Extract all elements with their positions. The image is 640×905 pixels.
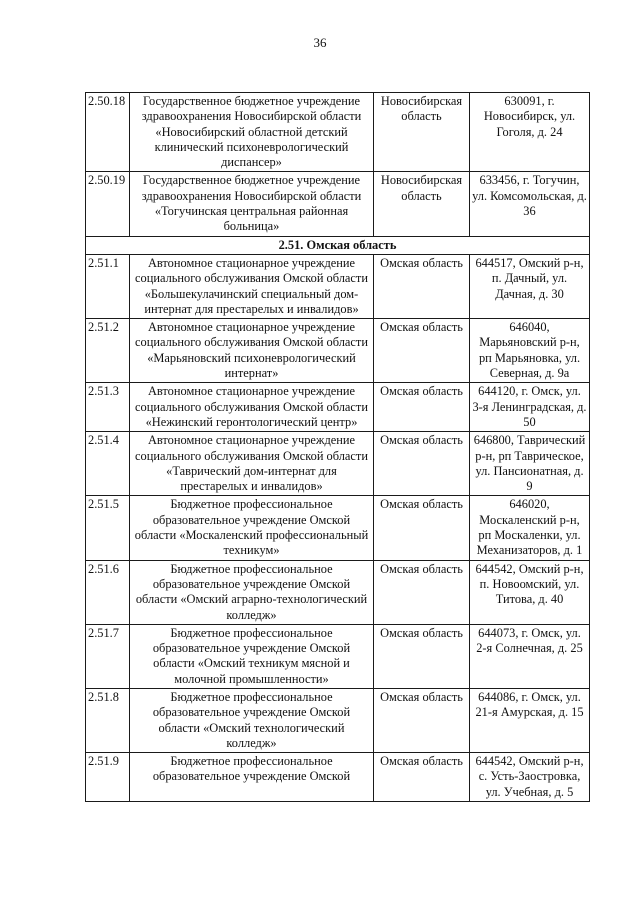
- address: 644542, Омский р-н, п. Новоомский, ул. Титова, д. 40: [470, 560, 590, 624]
- region: Омская область: [374, 688, 470, 752]
- region: Новосибирская область: [374, 93, 470, 172]
- region: Омская область: [374, 753, 470, 802]
- row-number: 2.51.8: [86, 688, 130, 752]
- row-number: 2.51.9: [86, 753, 130, 802]
- address: 633456, г. Тогучин, ул. Комсомольская, д. 36: [470, 172, 590, 236]
- row-number: 2.51.2: [86, 319, 130, 383]
- institution-name: Автономное стационарное учреждение социального обслуживания Омской области «Нежинский геронтологический центр»: [130, 383, 374, 432]
- address: 644086, г. Омск, ул. 21-я Амурская, д. 15: [470, 688, 590, 752]
- address: 644517, Омский р-н, п. Дачный, ул. Дачная, д. 30: [470, 254, 590, 318]
- row-number: 2.51.3: [86, 383, 130, 432]
- table-row: [86, 496, 590, 560]
- row-number: 2.51.1: [86, 254, 130, 318]
- institution-name: Автономное стационарное учреждение социального обслуживания Омской области «Большекулачинский специальный дом-интернат для престарелых и инвалидов»: [130, 254, 374, 318]
- section-title: 2.51. Омская область: [86, 236, 590, 254]
- institution-name: Бюджетное профессиональное образовательное учреждение Омской: [130, 753, 374, 802]
- table-row: [86, 93, 590, 172]
- address: 644542, Омский р-н, с. Усть-Заостровка, ул. Учебная, д. 5: [470, 753, 590, 802]
- institution-name: Государственное бюджетное учреждение здравоохранения Новосибирской области «Тогучинская центральная районная больница»: [130, 172, 374, 236]
- row-number: 2.50.18: [86, 93, 130, 172]
- table-row: [86, 254, 590, 318]
- region: Омская область: [374, 560, 470, 624]
- table-row: [86, 688, 590, 752]
- address: 646800, Таврический р-н, рп Таврическое, ул. Пансионатная, д. 9: [470, 432, 590, 496]
- table-row: [86, 432, 590, 496]
- address: 646020, Москаленский р-н, рп Москаленки, ул. Механизаторов, д. 1: [470, 496, 590, 560]
- row-number: 2.50.19: [86, 172, 130, 236]
- row-number: 2.51.6: [86, 560, 130, 624]
- row-number: 2.51.4: [86, 432, 130, 496]
- address: 646040, Марьяновский р-н, рп Марьяновка, ул. Северная, д. 9а: [470, 319, 590, 383]
- region: Омская область: [374, 383, 470, 432]
- institution-name: Бюджетное профессиональное образовательное учреждение Омской области «Москаленский профессиональный техникум»: [130, 496, 374, 560]
- institution-name: Государственное бюджетное учреждение здравоохранения Новосибирской области «Новосибирский областной детский клинический психоневрологический диспансер»: [130, 93, 374, 172]
- table-row: [86, 560, 590, 624]
- region: Омская область: [374, 254, 470, 318]
- page-number: 36: [313, 35, 327, 50]
- region: Омская область: [374, 319, 470, 383]
- table-row: [86, 172, 590, 236]
- table-row: [86, 624, 590, 688]
- address: 630091, г. Новосибирск, ул. Гоголя, д. 24: [470, 93, 590, 172]
- section-header-row: [86, 236, 590, 254]
- region: Омская область: [374, 624, 470, 688]
- table-row: [86, 319, 590, 383]
- institution-name: Автономное стационарное учреждение социального обслуживания Омской области «Марьяновский психоневрологический интернат»: [130, 319, 374, 383]
- institution-name: Бюджетное профессиональное образовательное учреждение Омской области «Омский технологический колледж»: [130, 688, 374, 752]
- table-row: [86, 383, 590, 432]
- region: Новосибирская область: [374, 172, 470, 236]
- institution-name: Бюджетное профессиональное образовательное учреждение Омской области «Омский аграрно-технологический колледж»: [130, 560, 374, 624]
- institution-registry-table: [85, 92, 590, 802]
- table-row: [86, 753, 590, 802]
- region: Омская область: [374, 432, 470, 496]
- region: Омская область: [374, 496, 470, 560]
- address: 644073, г. Омск, ул. 2-я Солнечная, д. 25: [470, 624, 590, 688]
- row-number: 2.51.7: [86, 624, 130, 688]
- institution-name: Бюджетное профессиональное образовательное учреждение Омской области «Омский техникум мясной и молочной промышленности»: [130, 624, 374, 688]
- address: 644120, г. Омск, ул. 3-я Ленинградская, д. 50: [470, 383, 590, 432]
- institution-name: Автономное стационарное учреждение социального обслуживания Омской области «Таврический дом-интернат для престарелых и инвалидов»: [130, 432, 374, 496]
- row-number: 2.51.5: [86, 496, 130, 560]
